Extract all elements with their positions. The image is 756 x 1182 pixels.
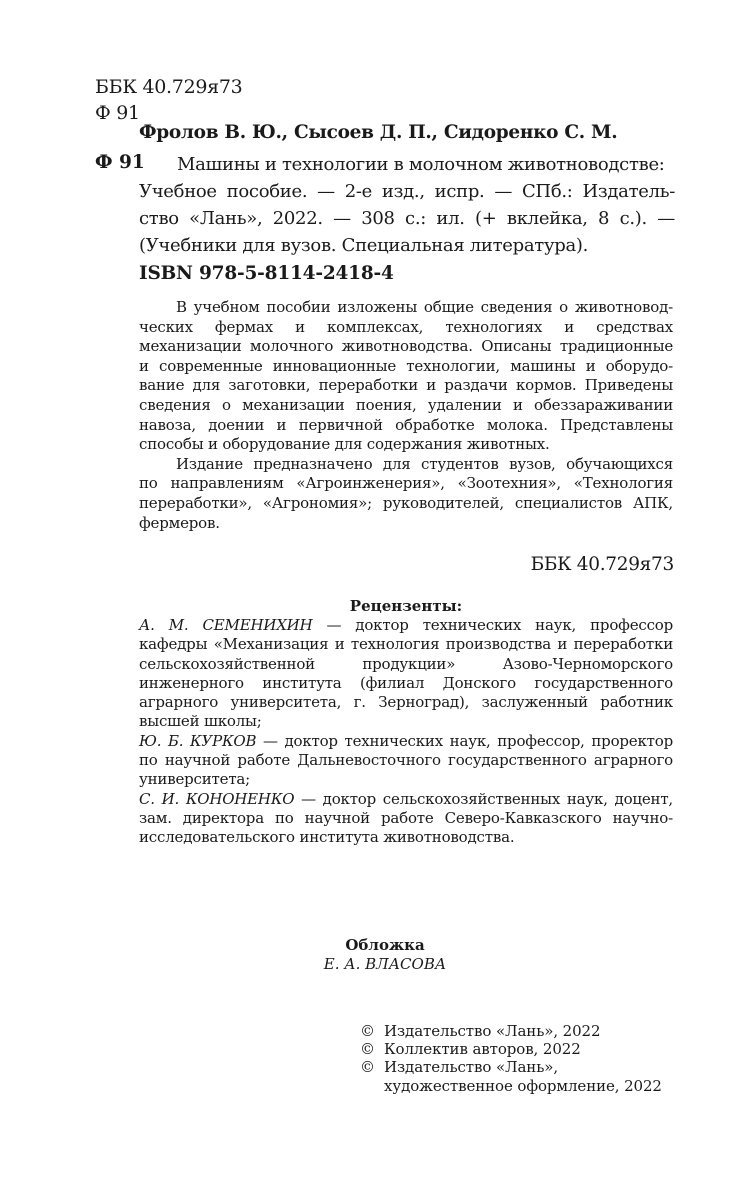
copyright-icon: © (360, 1040, 375, 1059)
abstract-line: фермеров. (139, 513, 220, 532)
cover-designer: Е. А. ВЛАСОВА (323, 955, 447, 973)
copyright-icon: © (360, 1058, 375, 1077)
reviewer-entry-line: исследовательского института животноводства. (139, 828, 515, 847)
reviewer-name: Ю. Б. КУРКОВ (139, 731, 257, 750)
copyright-line: © Коллектив авторов, 2022 (360, 1040, 581, 1059)
copyright-line: © Издательство «Лань», (360, 1058, 559, 1077)
author-mark-code: Ф 91 (95, 152, 145, 173)
reviewer-entry-line: инженерного института (филиал Донского государственного (139, 673, 673, 692)
reviewers-list (139, 616, 673, 848)
authors: Фролов В. Ю., Сысоев Д. П., Сидоренко С. М. (139, 122, 618, 143)
abstract-line: В учебном пособии изложены общие сведения о животновод- (176, 298, 673, 316)
abstract-line: ческих фермах и комплексах, технологиях и средствах (139, 317, 673, 336)
abstract-line: Издание предназначено для студентов вузов, обучающихся (176, 454, 673, 473)
classification-block (95, 74, 242, 126)
reviewer-name: А. М. СЕМЕНИХИН (139, 616, 313, 634)
bibliographic-description (139, 151, 675, 259)
copyright-line: художественное оформление, 2022 (384, 1076, 662, 1095)
abstract-line: переработки», «Агрономия»; руководителей, специалистов АПК, (139, 493, 673, 512)
abstract-line: механизации молочного животноводства. Описаны традиционные (139, 337, 673, 356)
reviewer-entry-line: по научной работе Дальневосточного государственного аграрного (139, 751, 673, 770)
isbn: ISBN 978-5-8114-2418-4 (139, 263, 394, 284)
abstract (139, 298, 673, 533)
bib-line: (Учебники для вузов. Специальная литература). (139, 235, 589, 256)
reviewer-entry-line: А. М. СЕМЕНИХИН — доктор технических наук, профессор (139, 616, 674, 634)
bib-line: Учебное пособие. — 2-е изд., испр. — СПб.: Издатель- (139, 181, 675, 202)
reviewers-heading: Рецензенты: (349, 597, 463, 615)
abstract-line: и современные инновационные технологии, машины и оборудо- (139, 356, 673, 375)
bib-line: Машины и технологии в молочном животноводстве: (177, 154, 665, 175)
reviewer-entry-line: аграрного университета, г. Зерноград), заслуженный работник (139, 693, 673, 712)
bbk-code: ББК 40.729я73 (95, 76, 243, 98)
abstract-line: вание для заготовки, переработки и раздачи кормов. Приведены (139, 376, 673, 395)
reviewer-entry-line: зам. директора по научной работе Северо-Кавказского научно- (139, 808, 673, 827)
copyright-block (360, 1022, 662, 1095)
copyright-icon: © (360, 1022, 375, 1040)
reviewer-entry-line: сельскохозяйственной продукции» Азово-Черноморского (139, 654, 673, 673)
reviewer-name: С. И. КОНОНЕНКО (139, 789, 295, 808)
abstract-line: по направлениям «Агроинженерия», «Зоотехния», «Технология (139, 474, 673, 493)
reviewer-entry-line: университета; (139, 770, 251, 789)
abstract-line: навоза, доении и первичной обработке молока. Представлены (139, 415, 673, 434)
reviewer-entry-line: кафедры «Механизация и технология производства и переработки (139, 635, 673, 654)
reviewer-entry-line: высшей школы; (139, 712, 262, 731)
bbk-code-right: ББК 40.729я73 (530, 554, 674, 575)
author-mark: Ф 91 (95, 102, 140, 124)
bib-line: ство «Лань», 2022. — 308 с.: ил. (+ вклейка, 8 с.). — (139, 208, 675, 229)
abstract-line: способы и оборудование для содержания животных. (139, 435, 550, 454)
reviewer-entry-line: Ю. Б. КУРКОВ — доктор технических наук, профессор, проректор (139, 731, 673, 750)
copyright-line: © Издательство «Лань», 2022 (360, 1022, 601, 1040)
reviewer-entry-line: С. И. КОНОНЕНКО — доктор сельскохозяйственных наук, доцент, (139, 789, 674, 808)
abstract-line: сведения о механизации поения, удалении и обеззараживании (139, 395, 673, 414)
cover-heading: Обложка (345, 936, 425, 954)
